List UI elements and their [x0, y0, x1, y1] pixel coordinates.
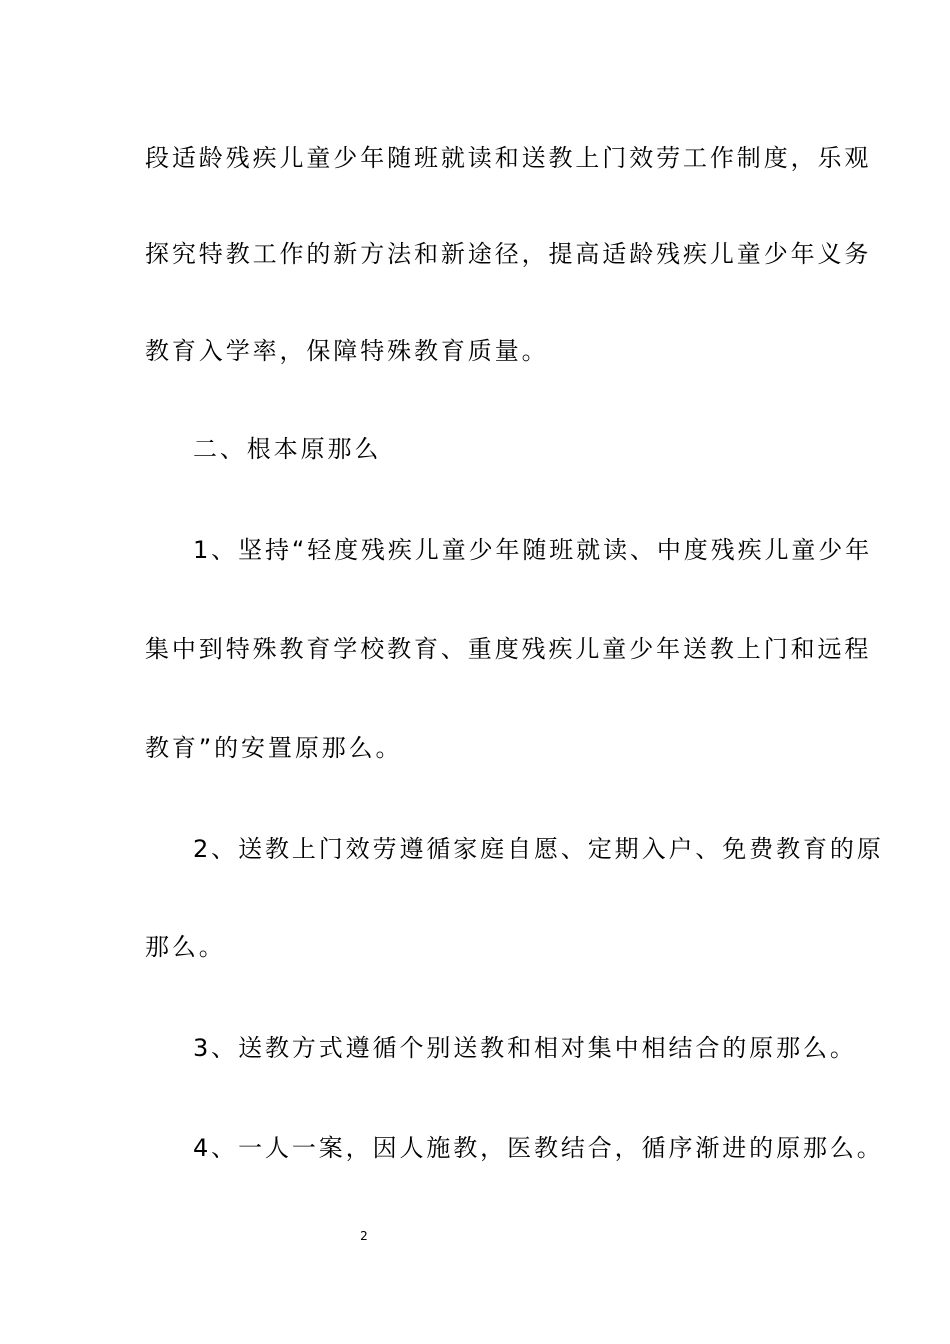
paragraph-line: 2、送教上门效劳遵循家庭自愿、定期入户、免费教育的原 — [193, 835, 884, 863]
paragraph-line: 那么。 — [145, 933, 226, 961]
section-heading: 二、根本原那么 — [193, 435, 382, 463]
paragraph-line: 教育入学率，保障特殊教育质量。 — [145, 337, 549, 365]
paragraph-line: 教育”的安置原那么。 — [145, 734, 403, 762]
paragraph-line: 1、坚持“轻度残疾儿童少年随班就读、中度残疾儿童少年 — [193, 536, 873, 564]
paragraph-line: 段适龄残疾儿童少年随班就读和送教上门效劳工作制度，乐观 — [145, 144, 872, 172]
paragraph-line: 探究特教工作的新方法和新途径，提高适龄残疾儿童少年义务 — [145, 240, 872, 268]
paragraph-line: 集中到特殊教育学校教育、重度残疾儿童少年送教上门和远程 — [145, 635, 872, 663]
page-number: 2 — [360, 1229, 368, 1243]
paragraph-line: 4、一人一案，因人施教，医教结合，循序渐进的原那么。 — [193, 1134, 884, 1162]
paragraph-line: 3、送教方式遵循个别送教和相对集中相结合的原那么。 — [193, 1034, 857, 1062]
